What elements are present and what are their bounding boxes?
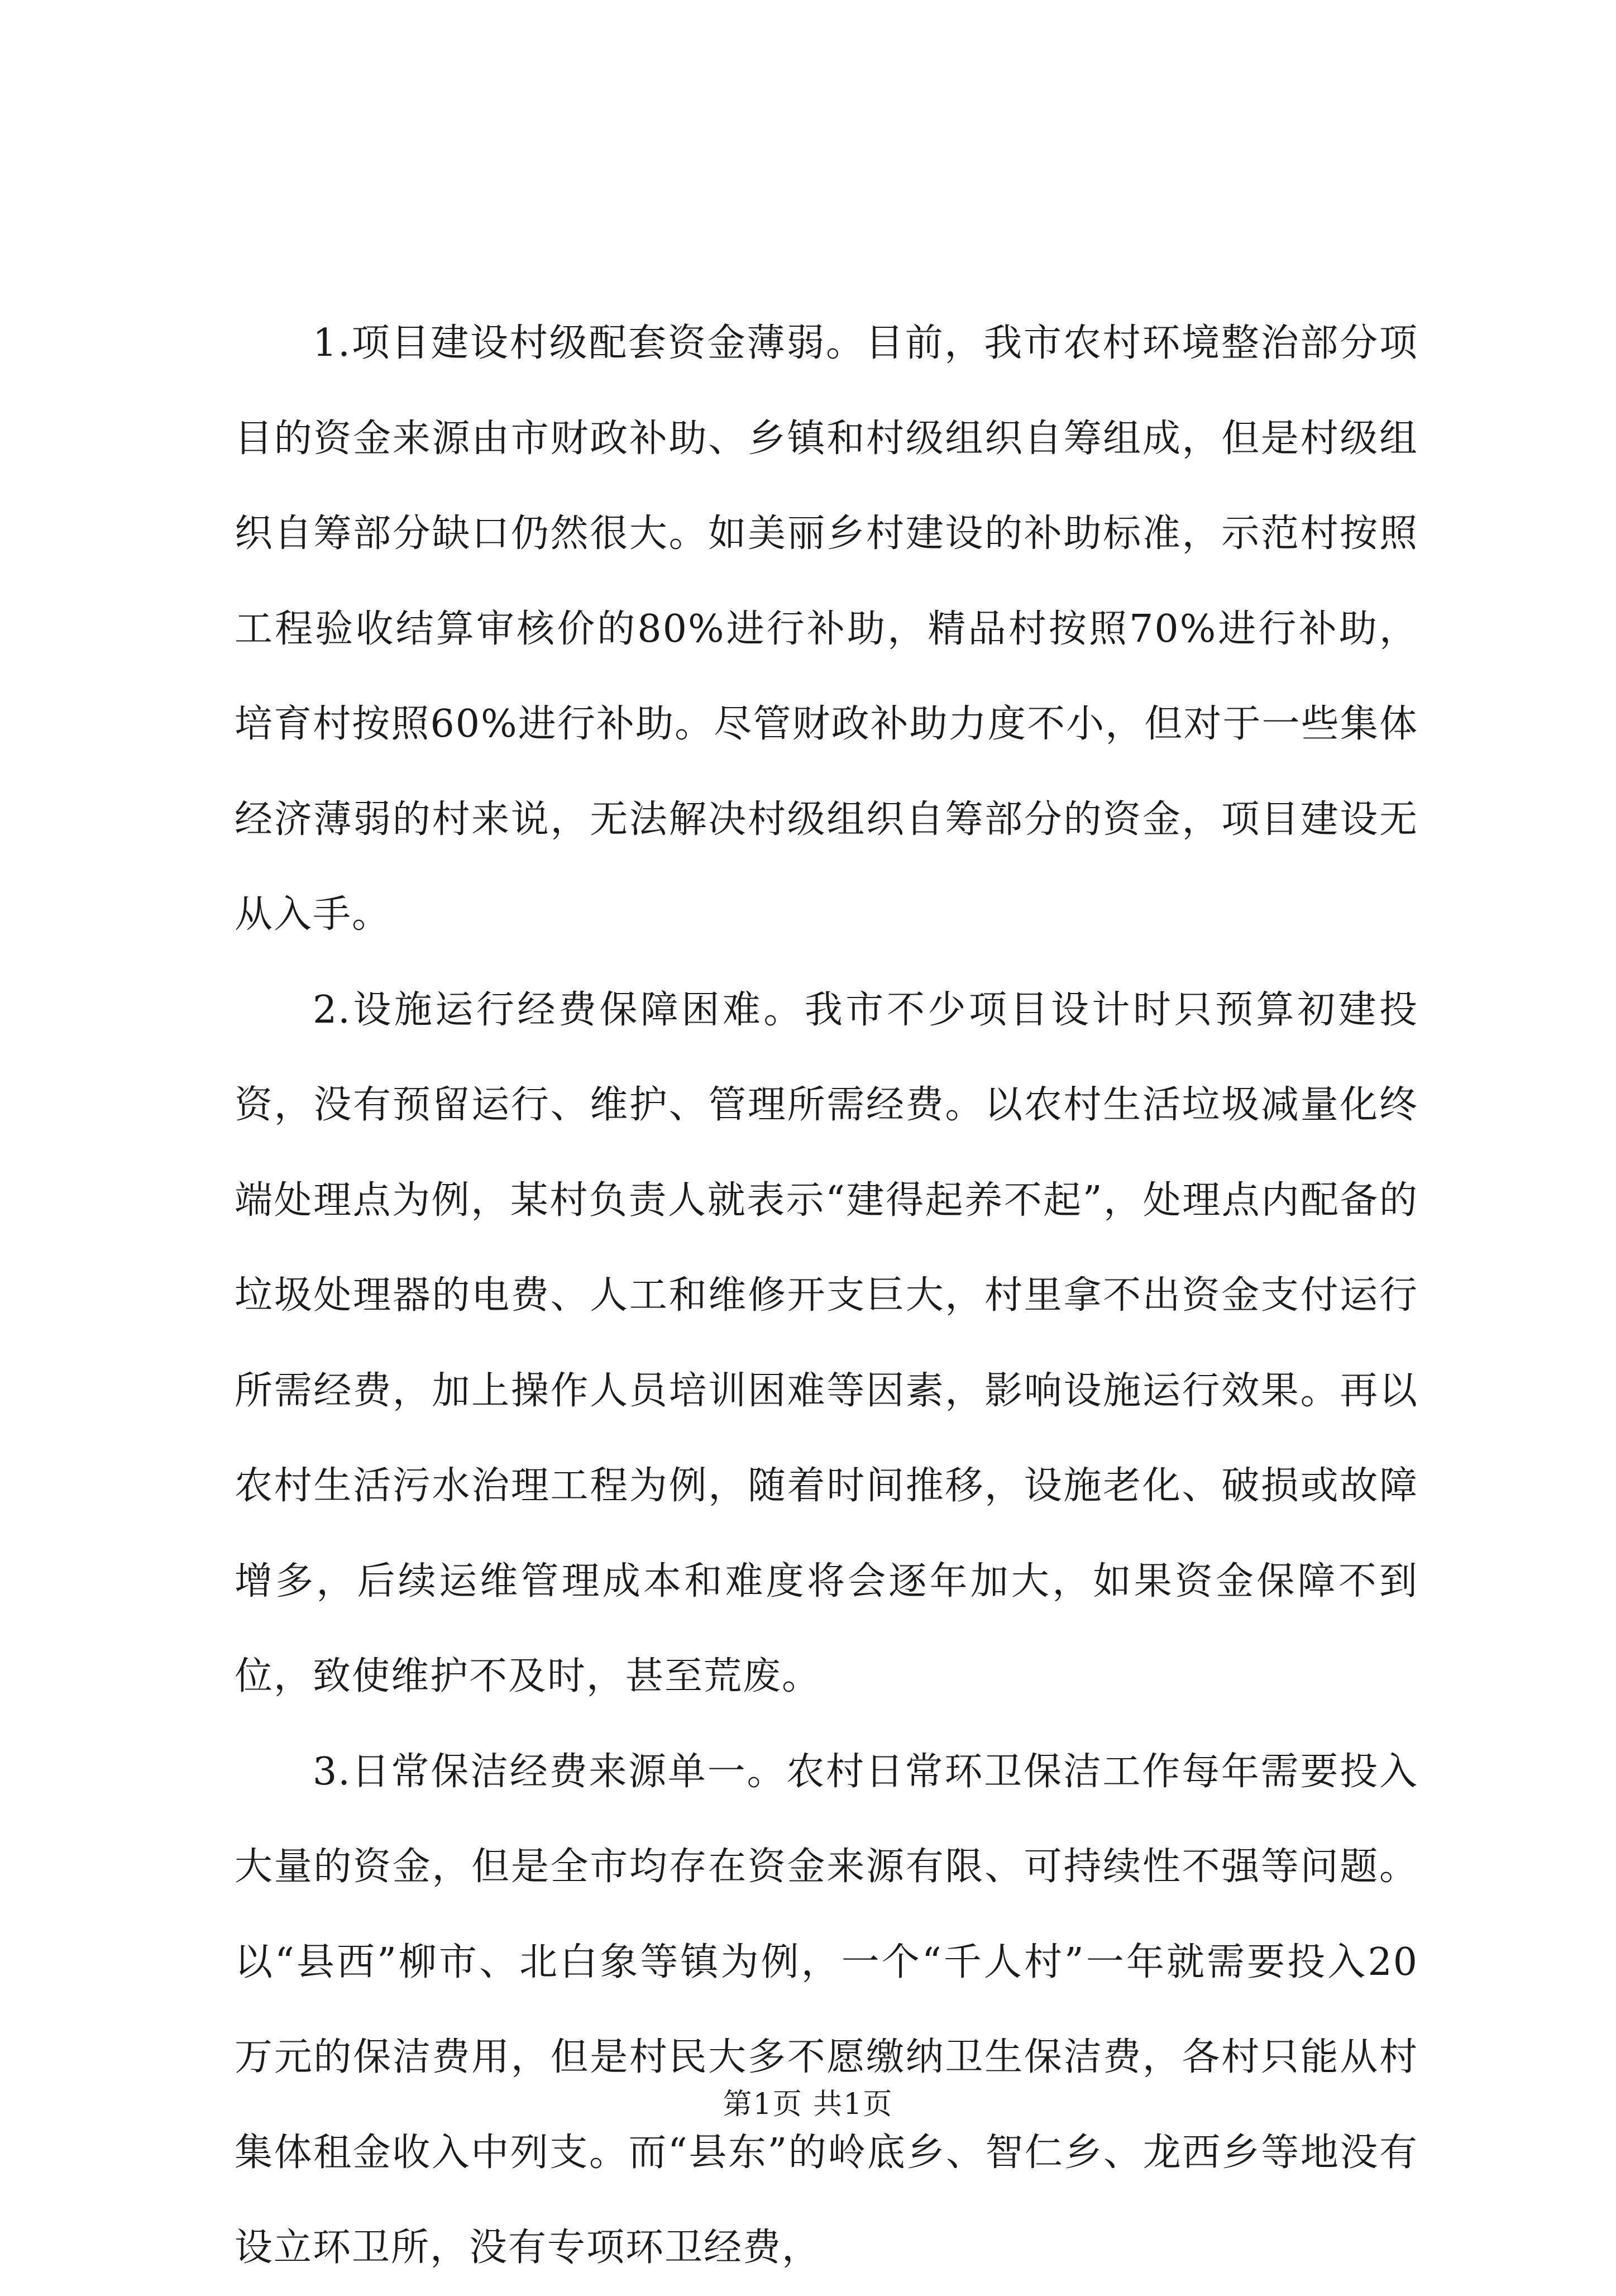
- paragraph-3: 3.日常保洁经费来源单一。农村日常环卫保洁工作每年需要投入大量的资金，但是全市均存在资金来源有限、可持续性不强等问题。以“县西”柳市、北白象等镇为例，一个“千人村”一年就需要投入20万元的保洁费用，但是村民大多不愿缴纳卫生保洁费，各村只能从村集体租金收入中列支。而“县东”的岭底乡、智仁乡、龙西乡等地没有设立环卫所，没有专项环卫经费，: [235, 1749, 1418, 2270]
- paragraph-1: 1.项目建设村级配套资金薄弱。目前，我市农村环境整治部分项目的资金来源由市财政补助、乡镇和村级组织自筹组成，但是村级组织自筹部分缺口仍然很大。如美丽乡村建设的补助标准，示范村按照工程验收结算审核价的80%进行补助，精品村按照70%进行补助，培育村按照60%进行补助。尽管财政补助力度不小，但对于一些集体经济薄弱的村来说，无法解决村级组织自筹部分的资金，项目建设无从入手。: [235, 321, 1418, 937]
- page-footer: 第1页 共1页: [723, 2088, 893, 2121]
- paragraph-2: 2.设施运行经费保障困难。我市不少项目设计时只预算初建投资，没有预留运行、维护、管理所需经费。以农村生活垃圾减量化终端处理点为例，某村负责人就表示“建得起养不起”，处理点内配备的垃圾处理器的电费、人工和维修开支巨大，村里拿不出资金支付运行所需经费，加上操作人员培训困难等因素，影响设施运行效果。再以农村生活污水治理工程为例，随着时间推移，设施老化、破损或故障增多，后续运维管理成本和难度将会逐年加大，如果资金保障不到位，致使维护不及时，甚至荒废。: [235, 987, 1418, 1698]
- document-body: [235, 296, 1418, 2296]
